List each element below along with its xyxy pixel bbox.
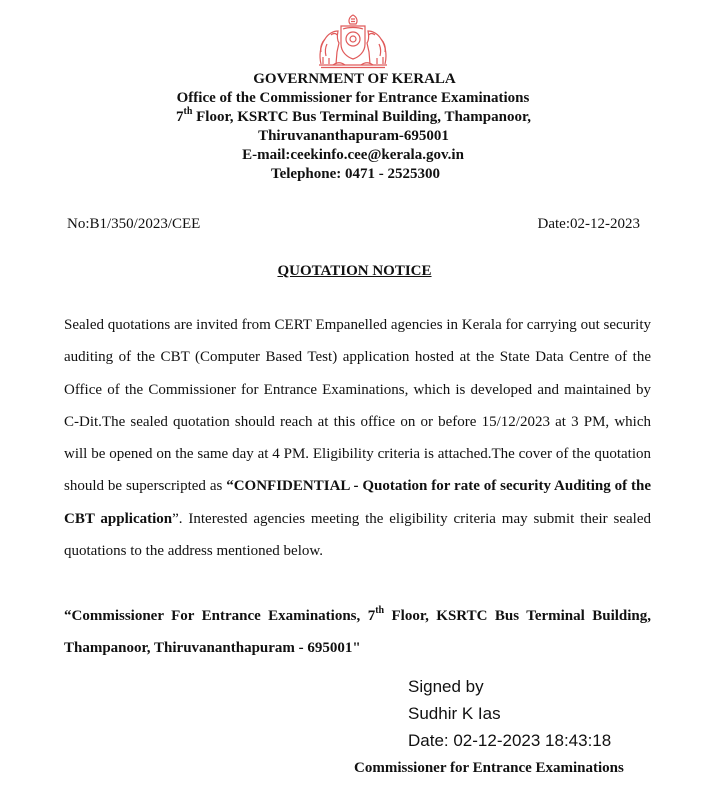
office-address-building bbox=[0, 108, 705, 127]
building-text: Floor, KSRTC Bus Terminal Building, Thampanoor, bbox=[192, 109, 532, 125]
body-text-part1: Sealed quotations are invited from CERT Empanelled agencies in Kerala for carrying out security auditing of the CBT (Computer Based Test) application hosted at the State Data Centre of the Office of the Commissioner for Entrance Examinations, which is developed and maintained by C-Dit.The sealed quotation should reach at this office on or before 15/12/2023 at 3 PM, which will be opened on the same day at 4 PM. Eligibility criteria is attached.The cover of the quotation should be superscripted as bbox=[64, 317, 651, 495]
floor-suffix: th bbox=[183, 106, 193, 117]
address-part1: “Commissioner For Entrance Examinations, 7 bbox=[64, 608, 376, 624]
signer-name: Sudhir K Ias bbox=[408, 704, 501, 723]
notice-date: Date:02-12-2023 bbox=[537, 216, 640, 232]
office-email: E-mail:ceekinfo.cee@kerala.gov.in bbox=[242, 147, 464, 163]
office-address-city: Thiruvananthapuram-695001 bbox=[258, 128, 449, 144]
reference-number: No:B1/350/2023/CEE bbox=[67, 216, 201, 232]
address-part2: Floor, KSRTC Bus Terminal Building, Thampanoor, Thiruvananthapuram - 695001" bbox=[64, 608, 652, 656]
signed-by-label: Signed by bbox=[408, 677, 484, 696]
letterhead bbox=[0, 70, 705, 184]
body-text-bold: “CONFIDENTIAL - Quotation for rate of security Auditing of the CBT application bbox=[64, 478, 651, 527]
kerala-state-emblem-icon bbox=[313, 12, 393, 70]
body-text-part2: ”. Interested agencies meeting the eligibility criteria may submit their sealed quotations to the address mentioned below. bbox=[64, 510, 651, 560]
government-name: GOVERNMENT OF KERALA bbox=[253, 71, 456, 87]
signatory-title: Commissioner for Entrance Examinations bbox=[354, 760, 624, 776]
submission-address bbox=[64, 600, 651, 664]
notice-title: QUOTATION NOTICE bbox=[277, 263, 432, 279]
notice-body bbox=[64, 309, 651, 567]
floor-number: 7 bbox=[175, 109, 184, 125]
office-telephone: Telephone: 0471 - 2525300 bbox=[270, 166, 441, 182]
signature-date: Date: 02-12-2023 18:43:18 bbox=[408, 731, 612, 750]
address-floor-suffix: th bbox=[375, 605, 385, 616]
digital-signature-block bbox=[408, 673, 611, 754]
office-name: Office of the Commissioner for Entrance Examinations bbox=[176, 90, 530, 106]
